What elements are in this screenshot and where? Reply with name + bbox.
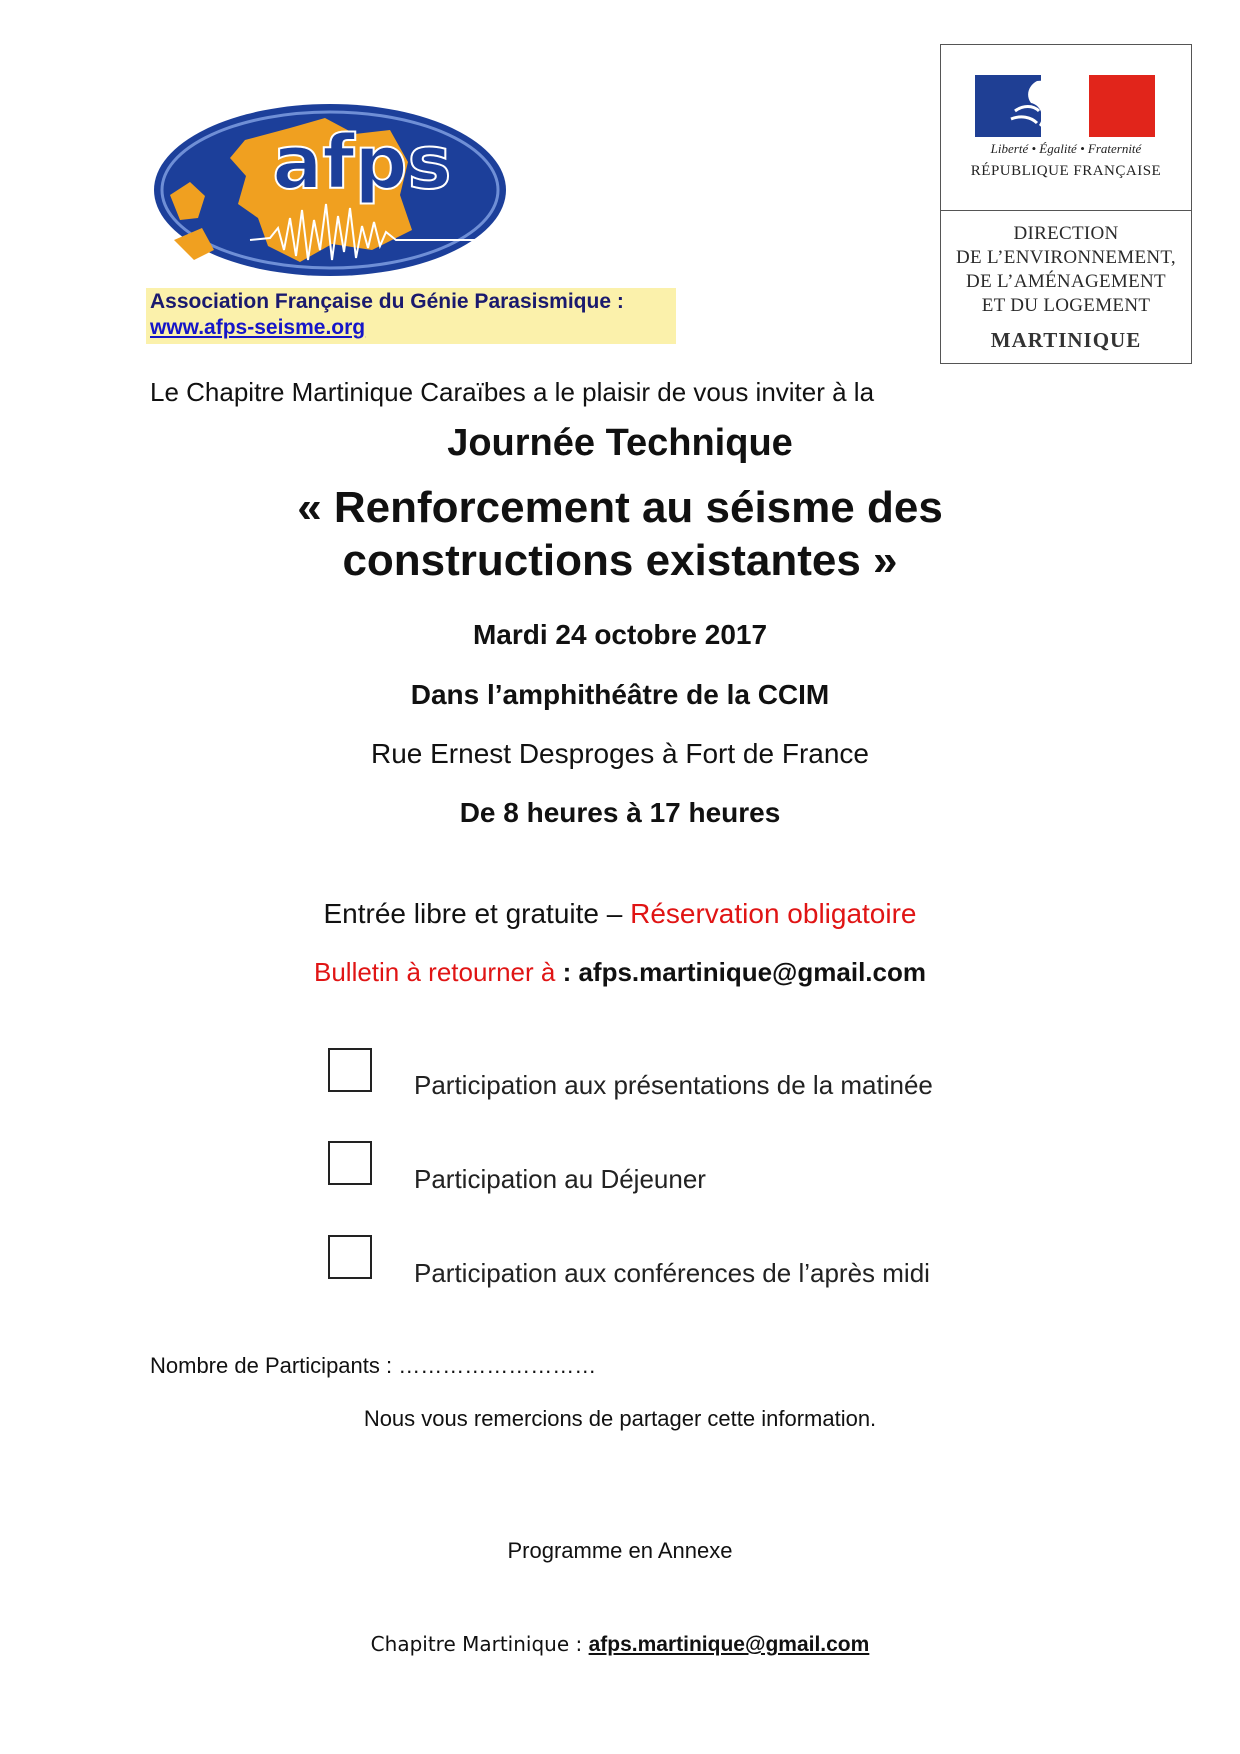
rf-direction-line: DE L’ENVIRONNEMENT,: [956, 247, 1176, 268]
option-label: Participation au Déjeuner: [414, 1164, 706, 1194]
afps-logo: [150, 100, 510, 280]
option-checkbox[interactable]: [328, 1048, 372, 1092]
thanks-text: Nous vous remercions de partager cette information.: [363, 1406, 877, 1431]
option-label: Participation aux présentations de la matinée: [414, 1070, 933, 1100]
programme-annexe: Programme en Annexe: [507, 1538, 733, 1563]
invitation-intro: Le Chapitre Martinique Caraïbes a le plaisir de vous inviter à la: [150, 377, 875, 407]
footer-contact: [0, 1632, 1240, 1657]
association-link[interactable]: www.afps-seisme.org: [150, 316, 366, 339]
rf-direction-line: ET DU LOGEMENT: [981, 295, 1151, 316]
rf-divider: [941, 210, 1191, 211]
afps-logo-text: afps: [272, 120, 452, 206]
reservation-text: Réservation obligatoire: [630, 898, 917, 929]
option-checkbox[interactable]: [328, 1141, 372, 1185]
entry-text: Entrée libre et gratuite –: [323, 898, 631, 929]
event-hours: De 8 heures à 17 heures: [459, 797, 781, 828]
footer-email-link[interactable]: afps.martinique@gmail.com: [588, 1633, 870, 1656]
participants-field[interactable]: Nombre de Participants : ………………………: [150, 1353, 597, 1378]
footer-label: Chapitre Martinique :: [370, 1632, 589, 1656]
rf-region: MARTINIQUE: [990, 328, 1142, 352]
event-date: Mardi 24 octobre 2017: [472, 619, 768, 650]
event-title-line2: constructions existantes »: [342, 536, 898, 585]
marianne-logo: [975, 75, 1155, 137]
rf-republic: RÉPUBLIQUE FRANÇAISE: [970, 163, 1162, 179]
event-address: Rue Ernest Desproges à Fort de France: [370, 738, 869, 769]
option-checkbox[interactable]: [328, 1235, 372, 1279]
bulletin-text: Bulletin à retourner à: [313, 957, 563, 987]
option-label: Participation aux conférences de l’après midi: [414, 1258, 930, 1288]
event-type: Journée Technique: [447, 422, 793, 464]
rf-direction-line: DE L’AMÉNAGEMENT: [966, 271, 1166, 292]
republique-francaise-block: [940, 44, 1192, 364]
rf-motto: Liberté • Égalité • Fraternité: [990, 141, 1142, 156]
rf-direction-line: DIRECTION: [1013, 223, 1119, 244]
event-title-line1: « Renforcement au séisme des: [297, 483, 943, 532]
event-venue: Dans l’amphithéâtre de la CCIM: [410, 679, 830, 710]
bulletin-email[interactable]: : afps.martinique@gmail.com: [562, 957, 926, 987]
entry-line: [0, 898, 1240, 930]
association-name: Association Française du Génie Parasismique :: [150, 290, 624, 313]
bulletin-line: [0, 957, 1240, 988]
